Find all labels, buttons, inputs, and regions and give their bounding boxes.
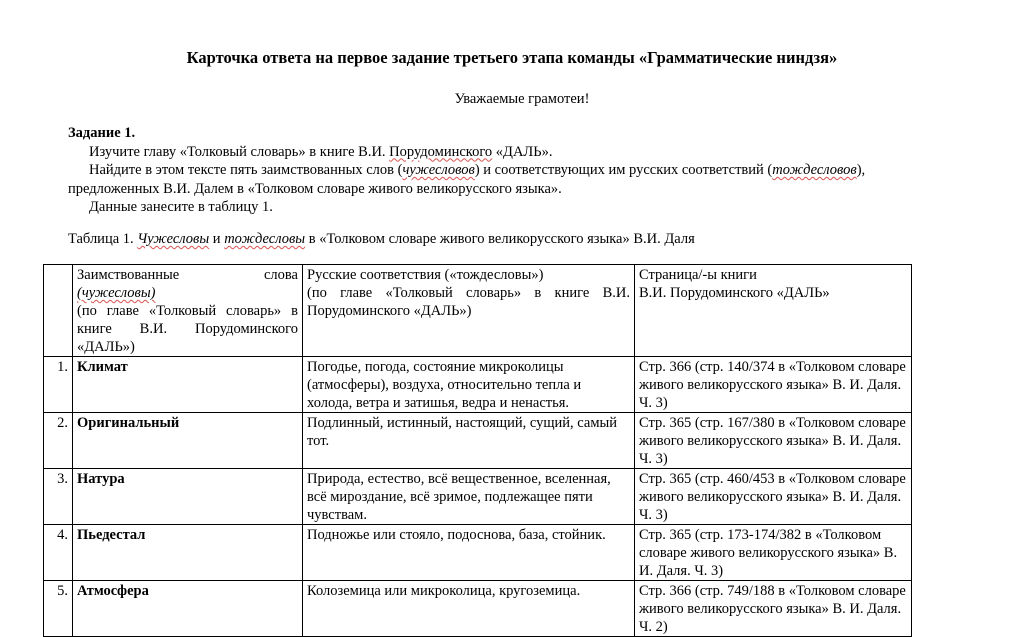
- table-row: [44, 581, 912, 637]
- task-line-2: Найдите в этом тексте пять заимствованных слов (чужесловов) и соответствующих им русских соответствий (тождесловов),: [89, 162, 866, 178]
- loanword-cell: Пьедестал: [73, 525, 303, 581]
- spellcheck-word: Порудоминского: [389, 143, 493, 160]
- row-number: 2.: [44, 413, 73, 469]
- page-cell: Стр. 365 (стр. 460/453 в «Толковом словаре живого великорусского языка» В. И. Даля. Ч. 3): [635, 469, 912, 525]
- equivalent-cell: Погодье, погода, состояние микроколицы (атмосферы), воздуха, относительно тепла и холода, ветра и затишья, ведра и ненастья.: [303, 357, 635, 413]
- page-cell: Стр. 366 (стр. 749/188 в «Толковом словаре живого великорусского языка» В. И. Даля. Ч. 2): [635, 581, 912, 637]
- page-cell: Стр. 365 (стр. 173-174/382 в «Толковом словаре живого великорусского языка» В. И. Даля. Ч. 3): [635, 525, 912, 581]
- loanword-cell: Климат: [73, 357, 303, 413]
- row-number: 4.: [44, 525, 73, 581]
- words-table: [43, 264, 912, 637]
- equivalent-cell: Подлинный, истинный, настоящий, сущий, самый тот.: [303, 413, 635, 469]
- loanword-cell: Натура: [73, 469, 303, 525]
- task-heading: Задание 1.: [68, 125, 136, 141]
- row-number: 1.: [44, 357, 73, 413]
- task-line-3: предложенных В.И. Далем в «Толковом словаре живого великорусского языка».: [68, 180, 562, 197]
- header-col-loanwords: Заимствованные слова (чужесловы) (по главе «Толковый словарь» в книге В.И. Порудоминского «ДАЛЬ»): [73, 265, 303, 357]
- equivalent-cell: Колоземица или микроколица, кругоземица.: [303, 581, 635, 637]
- table-header-row: [44, 265, 912, 357]
- equivalent-cell: Природа, естество, всё вещественное, вселенная, всё мироздание, всё зримое, подлежащее пяти чувствам.: [303, 469, 635, 525]
- loanword-cell: Оригинальный: [73, 413, 303, 469]
- task-block: [68, 124, 948, 217]
- task-line-1: Изучите главу «Толковый словарь» в книге В.И. Порудоминского «ДАЛЬ».: [89, 143, 553, 160]
- page-cell: Стр. 365 (стр. 167/380 в «Толковом словаре живого великорусского языка» В. И. Даля. Ч. 3): [635, 413, 912, 469]
- equivalent-cell: Подножье или стояло, подоснова, база, стойник.: [303, 525, 635, 581]
- table-caption: Таблица 1. Чужесловы и тождесловы в «Толковом словаре живого великорусского языка» В.И. Даля: [68, 231, 695, 247]
- page-cell: Стр. 366 (стр. 140/374 в «Толковом словаре живого великорусского языка» В. И. Даля. Ч. 3): [635, 357, 912, 413]
- document-title: Карточка ответа на первое задание третьего этапа команды «Грамматические ниндзя»: [186, 48, 838, 67]
- row-number: 5.: [44, 581, 73, 637]
- table-row: [44, 525, 912, 581]
- row-number: 3.: [44, 469, 73, 525]
- loanword-cell: Атмосфера: [73, 581, 303, 637]
- header-num-cell: [44, 265, 73, 357]
- table-row: [44, 469, 912, 525]
- table-row: [44, 413, 912, 469]
- spellcheck-word: тождесловов: [772, 162, 857, 178]
- greeting: Уважаемые грамотеи!: [454, 91, 590, 107]
- task-line-4: Данные занесите в таблицу 1.: [89, 199, 273, 215]
- header-col-equivalents: Русские соответствия («тождесловы») (по главе «Толковый словарь» в книге В.И. Порудоминского «ДАЛЬ»): [303, 265, 635, 357]
- header-col-pages: Страница/-ы книги В.И. Порудоминского «ДАЛЬ»: [635, 265, 912, 357]
- spellcheck-word: чужесловов: [402, 162, 475, 178]
- table-row: [44, 357, 912, 413]
